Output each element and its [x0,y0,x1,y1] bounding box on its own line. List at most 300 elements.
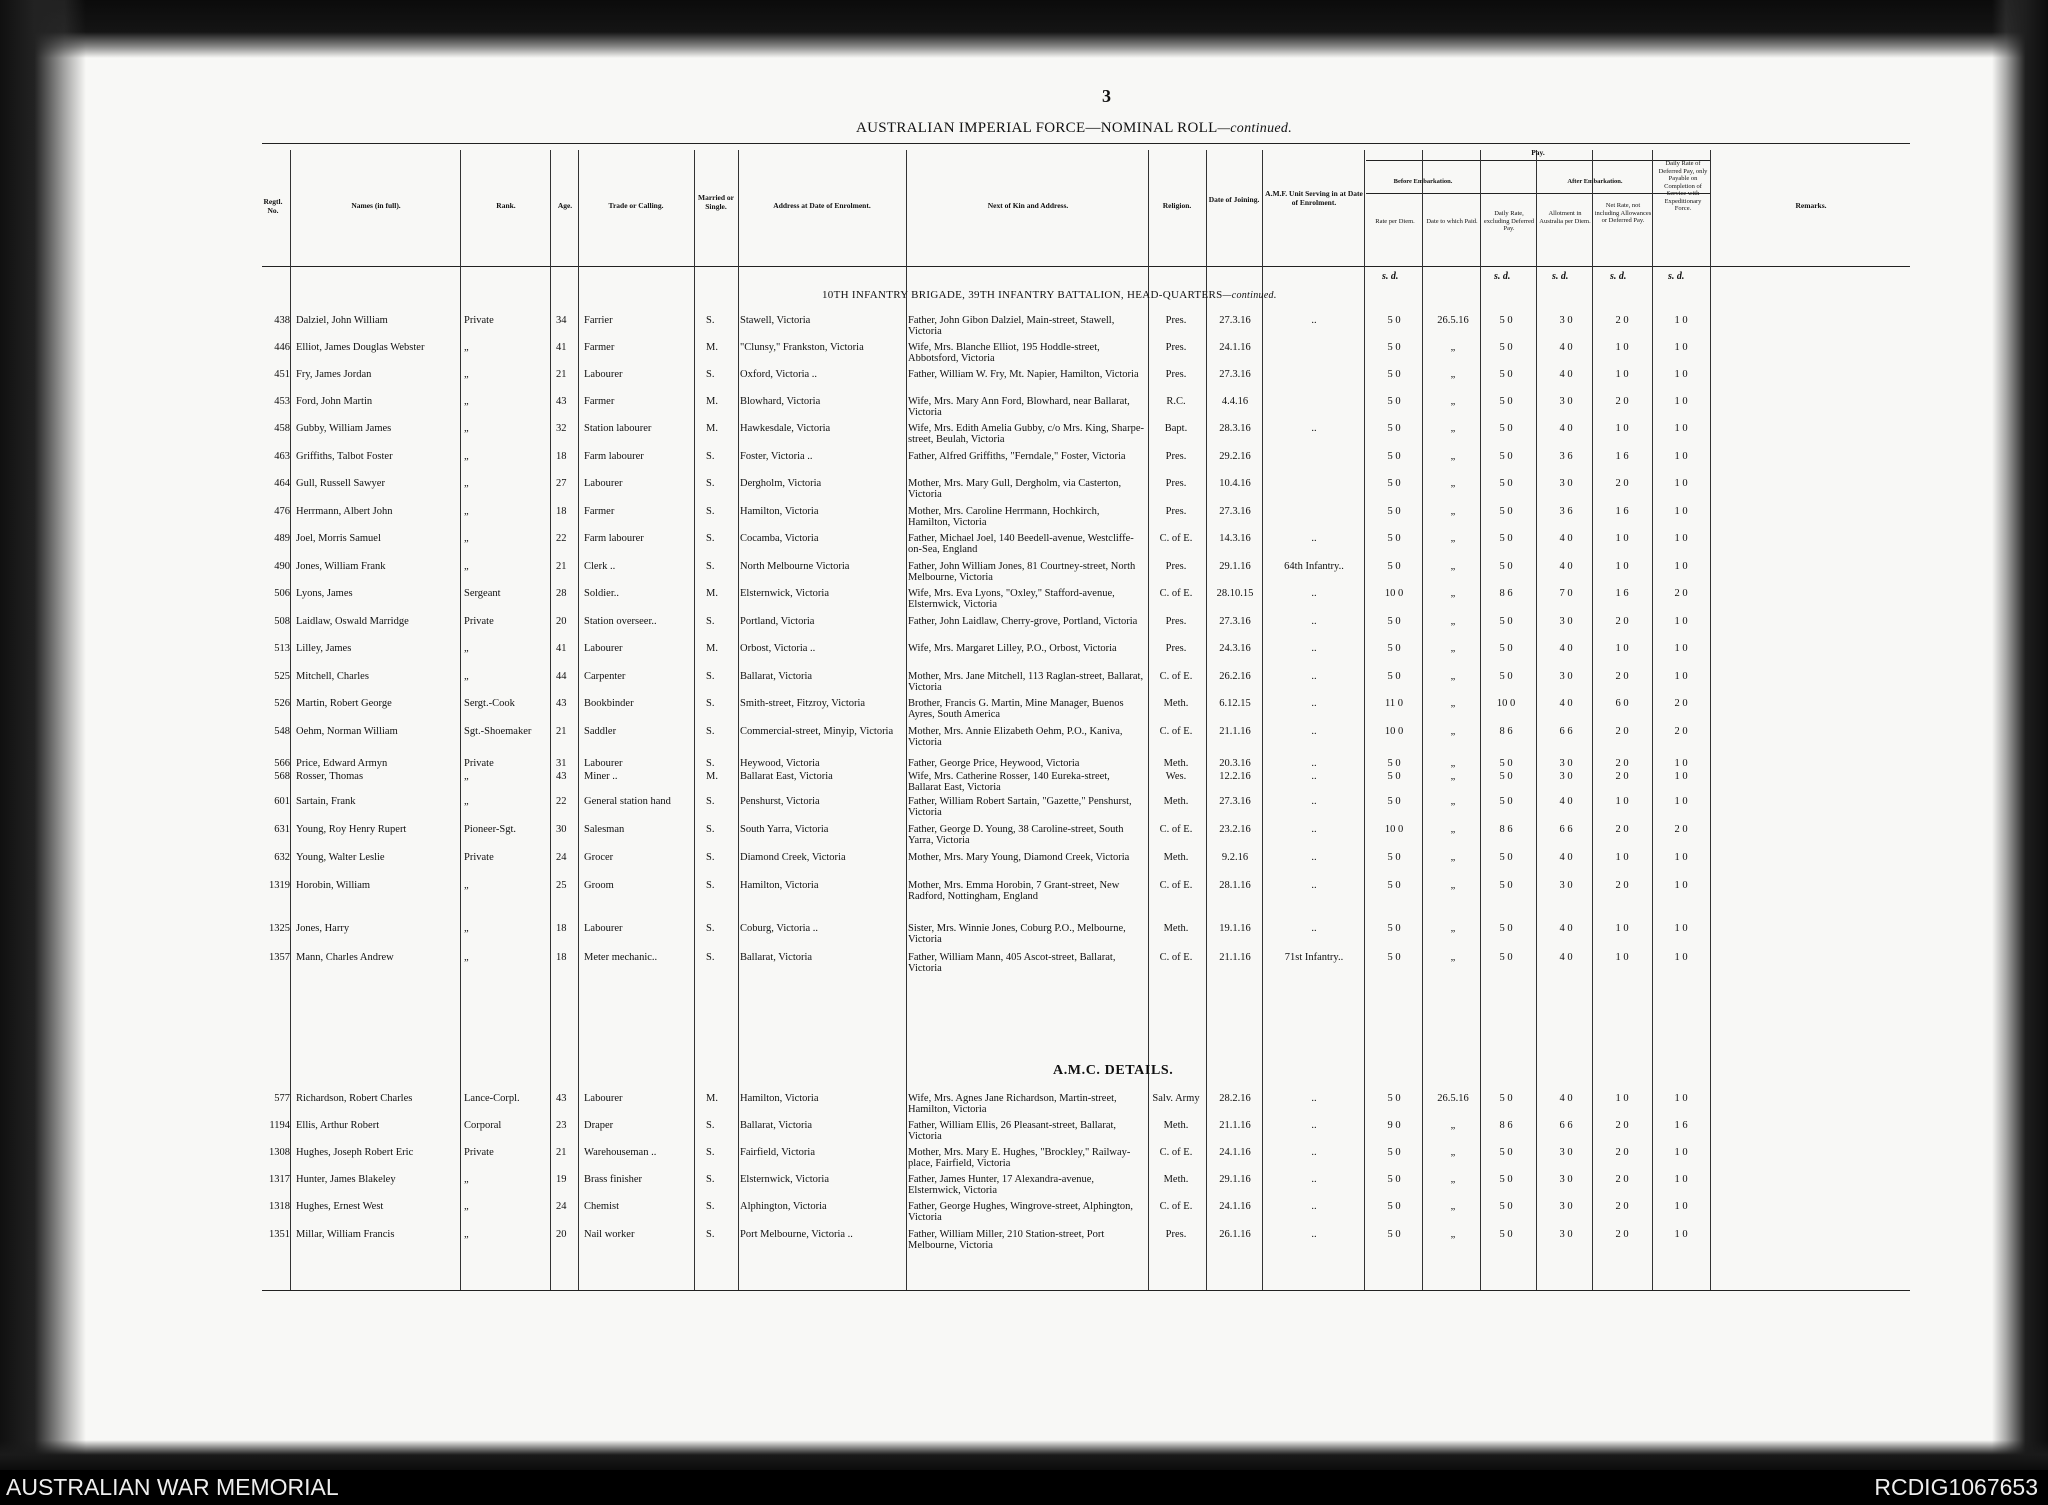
table-row [0,506,2048,530]
cell-rate-per-diem: 9 0 [1387,1120,1401,1131]
cell-name: Gubby, William James [296,423,392,434]
cell-address: Hawkesdale, Victoria [740,423,831,434]
cell-allotment: 4 0 [1559,698,1573,709]
header-name: Names (in full). [351,201,401,210]
cell-date-paid: „ [1450,726,1456,737]
cell-date-paid: „ [1450,1120,1456,1131]
cell-allotment: 3 0 [1559,880,1573,891]
cell-age: 32 [556,423,567,434]
cell-deferred-pay: 1 0 [1674,1201,1688,1212]
cell-rank: Sergeant [464,588,501,599]
cell-trade: Clerk .. [584,561,616,572]
table-row [0,369,2048,393]
cell-rank: „ [464,771,469,782]
cell-address: Elsternwick, Victoria [740,1174,829,1185]
cell-date-joining: 27.3.16 [1219,616,1251,627]
cell-unit: 64th Infantry.. [1284,561,1344,572]
cell-allotment: 4 0 [1559,533,1573,544]
cell-name: Joel, Morris Samuel [296,533,381,544]
cell-age: 30 [556,824,567,835]
cell-address: Elsternwick, Victoria [740,588,829,599]
cell-marital-status: S. [706,1201,715,1212]
header-daily-rate: Daily Rate, excluding Deferred Pay. [1483,210,1535,232]
cell-daily-rate: 5 0 [1499,561,1513,572]
table-row [0,671,2048,695]
cell-trade: Saddler [584,726,617,737]
cell-name: Oehm, Norman William [296,726,398,737]
header-after-embarkation: After Embarkation. [1567,178,1623,185]
cell-age: 18 [556,923,567,934]
title-suffix: —continued. [1217,121,1293,136]
cell-age: 20 [556,616,567,627]
cell-daily-rate: 5 0 [1499,369,1513,380]
cell-next-of-kin: Father, George Hughes, Wingrove-street, Alphington, Victoria [908,1201,1134,1223]
cell-unit: .. [1311,1147,1317,1158]
cell-date-joining: 6.12.15 [1219,698,1251,709]
cell-age: 18 [556,451,567,462]
cell-date-paid: „ [1450,369,1456,380]
cell-date-joining: 29.2.16 [1219,451,1251,462]
cell-date-paid: „ [1450,478,1456,489]
cell-date-joining: 26.1.16 [1219,1229,1251,1240]
cell-allotment: 3 0 [1559,315,1573,326]
cell-allotment: 3 0 [1559,396,1573,407]
cell-trade: Miner .. [584,771,618,782]
cell-age: 23 [556,1120,567,1131]
cell-next-of-kin: Wife, Mrs. Catherine Rosser, 140 Eureka-street, Ballarat East, Victoria [908,771,1110,793]
cell-unit: .. [1311,588,1317,599]
unit-net: s. d. [1610,271,1627,282]
cell-net-rate: 2 0 [1615,478,1629,489]
cell-name: Hughes, Joseph Robert Eric [296,1147,414,1158]
cell-deferred-pay: 2 0 [1674,824,1688,835]
unit-rate: s. d. [1382,271,1399,282]
cell-date-joining: 14.3.16 [1219,533,1251,544]
cell-trade: Farmer [584,396,615,407]
cell-marital-status: S. [706,852,715,863]
cell-deferred-pay: 1 0 [1674,1174,1688,1185]
cell-unit: .. [1311,533,1317,544]
cell-trade: Farmer [584,342,615,353]
cell-allotment: 4 0 [1559,852,1573,863]
table-row [0,561,2048,585]
cell-next-of-kin: Father, William Mann, 405 Ascot-street, Ballarat, Victoria [908,952,1116,974]
cell-rank: „ [464,478,469,489]
cell-religion: Bapt. [1164,423,1188,434]
cell-regtl-no: 548 [274,726,290,737]
cell-net-rate: 2 0 [1615,1229,1629,1240]
cell-next-of-kin: Wife, Mrs. Margaret Lilley, P.O., Orbost, Victoria [908,643,1117,654]
cell-rank: „ [464,796,469,807]
header-allotment: Allotment in Australia per Diem. [1539,210,1591,225]
cell-religion: Wes. [1165,771,1187,782]
cell-rate-per-diem: 5 0 [1387,1093,1401,1104]
header-trade: Trade or Calling. [608,201,664,210]
cell-marital-status: S. [706,1120,715,1131]
cell-rate-per-diem: 5 0 [1387,423,1401,434]
cell-religion: Pres. [1165,1229,1187,1240]
cell-next-of-kin: Father, William W. Fry, Mt. Napier, Hamilton, Victoria [908,369,1139,380]
cell-rank: „ [464,561,469,572]
cell-age: 28 [556,588,567,599]
cell-religion: C. of E. [1159,588,1193,599]
cell-allotment: 4 0 [1559,796,1573,807]
cell-name: Horobin, William [296,880,371,891]
header-next-of-kin: Next of Kin and Address. [987,201,1069,210]
cell-marital-status: M. [706,1093,718,1104]
cell-trade: Farrier [584,315,613,326]
cell-unit: .. [1311,1093,1317,1104]
cell-regtl-no: 1357 [269,952,290,963]
cell-age: 18 [556,506,567,517]
cell-next-of-kin: Father, John William Jones, 81 Courtney-street, North Melbourne, Victoria [908,561,1136,583]
cell-name: Martin, Robert George [296,698,392,709]
table-row [0,315,2048,339]
cell-net-rate: 2 0 [1615,616,1629,627]
table-row [0,852,2048,876]
header-remarks: Remarks. [1795,201,1827,210]
cell-date-joining: 29.1.16 [1219,1174,1251,1185]
cell-regtl-no: 513 [274,643,290,654]
cell-rate-per-diem: 10 0 [1384,726,1404,737]
cell-daily-rate: 8 6 [1499,726,1513,737]
table-row [0,1093,2048,1117]
cell-rate-per-diem: 5 0 [1387,923,1401,934]
cell-deferred-pay: 1 0 [1674,506,1688,517]
cell-deferred-pay: 1 0 [1674,923,1688,934]
header-date-paid: Date to which Paid. [1426,218,1478,225]
cell-allotment: 4 0 [1559,643,1573,654]
cell-marital-status: M. [706,396,718,407]
cell-allotment: 3 0 [1559,758,1573,769]
cell-trade: Labourer [584,1093,623,1104]
cell-marital-status: M. [706,643,718,654]
cell-rank: „ [464,1174,469,1185]
cell-address: Portland, Victoria [740,616,815,627]
cell-rate-per-diem: 5 0 [1387,369,1401,380]
cell-next-of-kin: Father, George Price, Heywood, Victoria [908,758,1080,769]
cell-trade: Labourer [584,643,623,654]
cell-marital-status: S. [706,726,715,737]
cell-name: Griffiths, Talbot Foster [296,451,393,462]
table-row [0,451,2048,475]
cell-rank: Private [464,758,494,769]
cell-date-paid: „ [1450,1201,1456,1212]
cell-trade: Carpenter [584,671,626,682]
cell-name: Mitchell, Charles [296,671,369,682]
cell-regtl-no: 438 [274,315,290,326]
cell-address: Diamond Creek, Victoria [740,852,846,863]
header-address: Address at Date of Enrolment. [773,201,871,210]
cell-rank: Private [464,852,494,863]
cell-date-joining: 24.3.16 [1219,643,1251,654]
cell-name: Ford, John Martin [296,396,373,407]
cell-unit: 71st Infantry.. [1284,952,1344,963]
cell-marital-status: S. [706,451,715,462]
header-pay: Pay. [1531,148,1545,157]
cell-allotment: 6 6 [1559,824,1573,835]
cell-date-joining: 21.1.16 [1219,726,1251,737]
cell-daily-rate: 10 0 [1496,698,1516,709]
cell-daily-rate: 5 0 [1499,396,1513,407]
cell-unit: .. [1311,1174,1317,1185]
cell-rate-per-diem: 5 0 [1387,1229,1401,1240]
cell-trade: Farmer [584,506,615,517]
cell-deferred-pay: 1 0 [1674,342,1688,353]
page-number: 3 [1102,86,1111,106]
cell-address: Hamilton, Victoria [740,880,819,891]
cell-allotment: 3 6 [1559,506,1573,517]
cell-unit: .. [1311,315,1317,326]
cell-religion: C. of E. [1159,533,1193,544]
cell-unit: .. [1311,923,1317,934]
cell-date-paid: „ [1450,588,1456,599]
cell-regtl-no: 506 [274,588,290,599]
cell-unit: .. [1311,643,1317,654]
table-bottom-rule [262,1290,1910,1291]
cell-age: 24 [556,1201,567,1212]
cell-age: 20 [556,1229,567,1240]
table-row [0,952,2048,976]
cell-net-rate: 1 0 [1615,423,1629,434]
cell-net-rate: 1 0 [1615,369,1629,380]
cell-date-joining: 4.4.16 [1221,396,1249,407]
cell-daily-rate: 5 0 [1499,423,1513,434]
table-top-rule [262,143,1910,144]
cell-marital-status: S. [706,369,715,380]
cell-next-of-kin: Wife, Mrs. Edith Amelia Gubby, c/o Mrs. King, Sharpe-street, Beulah, Victoria [908,423,1144,445]
cell-next-of-kin: Mother, Mrs. Caroline Herrmann, Hochkirch, Hamilton, Victoria [908,506,1100,528]
cell-regtl-no: 525 [274,671,290,682]
cell-date-joining: 26.2.16 [1219,671,1251,682]
cell-allotment: 4 0 [1559,561,1573,572]
cell-rank: „ [464,1201,469,1212]
cell-regtl-no: 632 [274,852,290,863]
cell-date-paid: „ [1450,771,1456,782]
cell-date-joining: 24.1.16 [1219,1201,1251,1212]
cell-rate-per-diem: 10 0 [1384,588,1404,599]
cell-religion: C. of E. [1159,824,1193,835]
table-row [0,342,2048,366]
header-rank: Rank. [496,201,516,210]
cell-name: Sartain, Frank [296,796,356,807]
cell-religion: C. of E. [1159,952,1193,963]
cell-next-of-kin: Wife, Mrs. Eva Lyons, "Oxley," Stafford-avenue, Elsternwick, Victoria [908,588,1115,610]
cell-next-of-kin: Mother, Mrs. Mary Young, Diamond Creek, Victoria [908,852,1130,863]
cell-religion: C. of E. [1159,726,1193,737]
cell-trade: Labourer [584,369,623,380]
cell-address: Ballarat, Victoria [740,671,813,682]
cell-marital-status: M. [706,423,718,434]
cell-unit: .. [1311,1229,1317,1240]
cell-unit: .. [1311,423,1317,434]
cell-address: Blowhard, Victoria [740,396,821,407]
cell-date-joining: 28.10.15 [1216,588,1254,599]
cell-allotment: 4 0 [1559,369,1573,380]
cell-next-of-kin: Father, John Gibon Dalziel, Main-street, Stawell, Victoria [908,315,1115,337]
cell-marital-status: S. [706,616,715,627]
cell-marital-status: S. [706,1174,715,1185]
cell-date-paid: „ [1450,698,1456,709]
cell-date-paid: „ [1450,671,1456,682]
table-row [0,923,2048,947]
cell-age: 41 [556,643,567,654]
cell-rank: Private [464,616,494,627]
cell-trade: Meter mechanic.. [584,952,658,963]
cell-daily-rate: 8 6 [1499,588,1513,599]
cell-name: Young, Roy Henry Rupert [296,824,407,835]
cell-religion: R.C. [1166,396,1186,407]
cell-deferred-pay: 2 0 [1674,698,1688,709]
cell-next-of-kin: Mother, Mrs. Jane Mitchell, 113 Raglan-street, Ballarat, Victoria [908,671,1144,693]
cell-religion: Pres. [1165,478,1187,489]
cell-marital-status: S. [706,1229,715,1240]
cell-regtl-no: 508 [274,616,290,627]
cell-marital-status: M. [706,342,718,353]
cell-deferred-pay: 2 0 [1674,588,1688,599]
cell-rank: „ [464,923,469,934]
cell-religion: Pres. [1165,369,1187,380]
cell-age: 27 [556,478,567,489]
cell-name: Jones, Harry [296,923,350,934]
cell-age: 43 [556,1093,567,1104]
cell-daily-rate: 5 0 [1499,643,1513,654]
header-net-rate: Net Rate, not including Allowances or Deferred Pay. [1594,202,1652,224]
cell-address: Heywood, Victoria [740,758,820,769]
cell-age: 21 [556,561,567,572]
cell-date-paid: „ [1450,952,1456,963]
cell-religion: C. of E. [1159,1147,1193,1158]
cell-daily-rate: 5 0 [1499,923,1513,934]
cell-date-paid: „ [1450,643,1456,654]
cell-next-of-kin: Father, John Laidlaw, Cherry-grove, Portland, Victoria [908,616,1138,627]
cell-name: Hunter, James Blakeley [296,1174,396,1185]
cell-regtl-no: 1325 [269,923,290,934]
cell-date-paid: 26.5.16 [1437,315,1469,326]
cell-rank: „ [464,952,469,963]
cell-net-rate: 2 0 [1615,1147,1629,1158]
cell-allotment: 3 0 [1559,1147,1573,1158]
table-row [0,880,2048,904]
cell-next-of-kin: Father, William Robert Sartain, "Gazette," Penshurst, Victoria [908,796,1132,818]
cell-age: 43 [556,698,567,709]
cell-rate-per-diem: 5 0 [1387,533,1401,544]
cell-trade: Labourer [584,478,623,489]
cell-age: 22 [556,796,567,807]
cell-allotment: 4 0 [1559,952,1573,963]
cell-net-rate: 2 0 [1615,726,1629,737]
cell-allotment: 6 6 [1559,1120,1573,1131]
cell-allotment: 3 0 [1559,1229,1573,1240]
cell-rank: „ [464,423,469,434]
cell-address: Ballarat, Victoria [740,1120,813,1131]
cell-religion: Pres. [1165,315,1187,326]
cell-unit: .. [1311,758,1317,769]
table-row [0,824,2048,848]
footer-bar [0,1470,2048,1505]
cell-address: Smith-street, Fitzroy, Victoria [740,698,866,709]
cell-trade: Nail worker [584,1229,635,1240]
cell-date-joining: 20.3.16 [1219,758,1251,769]
cell-date-joining: 29.1.16 [1219,561,1251,572]
cell-daily-rate: 5 0 [1499,671,1513,682]
table-row [0,396,2048,420]
cell-rate-per-diem: 5 0 [1387,671,1401,682]
cell-net-rate: 2 0 [1615,1120,1629,1131]
header-regtl-no: Regtl. No. [263,197,283,215]
cell-regtl-no: 601 [274,796,290,807]
cell-allotment: 3 0 [1559,1201,1573,1212]
cell-address: Hamilton, Victoria [740,1093,819,1104]
cell-deferred-pay: 1 0 [1674,671,1688,682]
cell-name: Mann, Charles Andrew [296,952,394,963]
cell-marital-status: S. [706,952,715,963]
header-married: Married or Single. [697,193,735,211]
cell-name: Lyons, James [296,588,353,599]
table-row [0,1229,2048,1253]
cell-daily-rate: 5 0 [1499,1201,1513,1212]
cell-unit: .. [1311,616,1317,627]
cell-deferred-pay: 1 0 [1674,1093,1688,1104]
cell-address: Fairfield, Victoria [740,1147,815,1158]
cell-rate-per-diem: 5 0 [1387,852,1401,863]
cell-date-paid: „ [1450,758,1456,769]
cell-next-of-kin: Father, William Ellis, 26 Pleasant-street, Ballarat, Victoria [908,1120,1117,1142]
cell-daily-rate: 5 0 [1499,952,1513,963]
cell-trade: Warehouseman .. [584,1147,657,1158]
cell-date-paid: „ [1450,796,1456,807]
cell-deferred-pay: 1 0 [1674,771,1688,782]
cell-daily-rate: 5 0 [1499,758,1513,769]
cell-rank: „ [464,643,469,654]
cell-regtl-no: 1194 [269,1120,290,1131]
cell-name: Laidlaw, Oswald Marridge [296,616,409,627]
cell-daily-rate: 5 0 [1499,1093,1513,1104]
cell-marital-status: S. [706,315,715,326]
header-before-embarkation: Before Embarkation. [1393,178,1453,185]
cell-date-paid: „ [1450,451,1456,462]
cell-regtl-no: 577 [274,1093,290,1104]
cell-net-rate: 1 0 [1615,852,1629,863]
cell-address: Commercial-street, Minyip, Victoria [740,726,894,737]
cell-rate-per-diem: 5 0 [1387,315,1401,326]
cell-rate-per-diem: 5 0 [1387,451,1401,462]
cell-marital-status: S. [706,506,715,517]
cell-regtl-no: 568 [274,771,290,782]
cell-date-joining: 28.2.16 [1219,1093,1251,1104]
cell-next-of-kin: Mother, Mrs. Mary E. Hughes, "Brockley," Railway-place, Fairfield, Victoria [908,1147,1131,1169]
cell-date-paid: 26.5.16 [1437,1093,1469,1104]
cell-rank: „ [464,369,469,380]
cell-trade: Brass finisher [584,1174,643,1185]
cell-religion: C. of E. [1159,1201,1193,1212]
table-row [0,698,2048,722]
table-row [0,1147,2048,1171]
cell-date-joining: 27.3.16 [1219,796,1251,807]
cell-name: Elliot, James Douglas Webster [296,342,425,353]
table-row [0,1201,2048,1225]
cell-address: "Clunsy," Frankston, Victoria [740,342,864,353]
header-deferred-pay: Daily Rate of Deferred Pay, only Payable on Completion of Service with Expeditionary Force. [1658,160,1708,212]
cell-date-paid: „ [1450,423,1456,434]
cell-rank: Private [464,1147,494,1158]
cell-rate-per-diem: 5 0 [1387,506,1401,517]
cell-next-of-kin: Father, George D. Young, 38 Caroline-street, South Yarra, Victoria [908,824,1124,846]
cell-net-rate: 1 0 [1615,643,1629,654]
cell-age: 24 [556,852,567,863]
cell-date-joining: 27.3.16 [1219,506,1251,517]
cell-age: 44 [556,671,567,682]
